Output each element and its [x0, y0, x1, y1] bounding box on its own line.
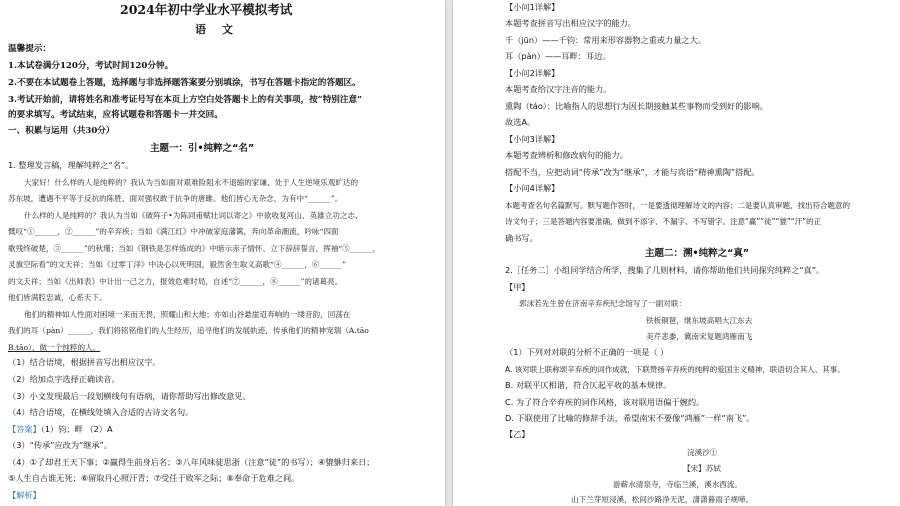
section-1-heading: 一、积累与运用（共30分）: [8, 126, 115, 136]
option-a: A. 该对联上联称颂辛弃疾的词作成就，下联赞扬辛弃疾的纯粹的爱国主义精神，联语切合其人、其事。: [505, 365, 845, 374]
detail-line: 本题考查给汉字注音的能力。: [505, 84, 612, 94]
subject-title: 语 文: [195, 23, 239, 36]
theme-1-heading: 主题一：引•纯粹之“名”: [150, 143, 255, 154]
detail-line: 【小问2详解】: [505, 68, 560, 78]
detail-line: 诗文句子；三是答题内容要准确，做到不添字、不漏字、不写错字。注意“赢”“徒”“貔”“汗”的正: [505, 217, 822, 226]
poem-preface: 游蕲水清泉寺，寺临兰溪，溪水西流。: [613, 480, 743, 489]
passage-line: 大家好！什么样的人是纯粹的？我认为当如面对艰难险阻永不退缩的家谦、处于人生逆境乐观旷达的: [24, 178, 359, 187]
notice-2: 2.不要在本试题卷上答题，选择题与非选择题答案要分别填涂，书写在答题卡指定的答题区。: [8, 78, 361, 88]
option-b: B. 对联平仄相谐，符合仄起平收的基本规律。: [505, 380, 672, 390]
notice-4: 的要求填写。考试结束，应将试题卷和答题卡一并交回。: [8, 110, 223, 120]
option-c: C. 为了符合辛弃疾的词作风格，该对联用语偏于婉约。: [505, 397, 705, 407]
detail-line: 【小问1详解】: [505, 2, 560, 12]
question-2-1: （1）下列对对联的分析不正确的一项是（ ）: [505, 347, 669, 357]
notice-3: 3.考试开始前，请将姓名和准考证号写在本页上方空白处答题卡上的有关事项，按“特别注意”: [8, 95, 363, 105]
detail-line: 确书写。: [505, 233, 538, 243]
answer-4a: （4）①了却君王天下事；②赢得生前身后名；③八年风味徒思浙（注意“徒”的书写）；④貔貅归来日；: [8, 457, 375, 467]
couplet-line-1: 铁板铜琶，继东坡高唱大江东去: [646, 316, 753, 325]
detail-line: 本题考查名句名篇默写。默写题作答时，一是要透彻理解诗文的内容；二是要认真审题，找出符合题意的: [505, 201, 850, 210]
passage-line: 歌残终破楚，③______”的秋瑾；当如《钢铁是怎样炼成的》中暗示赤子情怀、立下辞辞誓言，挥袖“⑤______，: [8, 244, 381, 253]
question-1: 1. 整理发言稿，理解纯粹之“名”。: [8, 160, 134, 170]
sub-question-4: （4）结合语境，在横线处填入合适的古诗文名句。: [8, 407, 194, 417]
theme-2-heading: 主题二：溯•纯粹之“真”: [645, 248, 750, 259]
detail-line: 本题考查拼音写出相应汉字的能力。: [505, 18, 637, 28]
passage-line: 什么样的人是纯粹的？我认为当如《破阵子•为陈同甫赋壮词以寄之》中欲收复河山、英雄立功之志、: [24, 211, 363, 220]
passage-line: 他们的精神如人性面对困境一来而无畏，照耀山和大地；亦如山谷悬崖迢奔响的一缕音韵，回荡在: [24, 310, 351, 319]
passage-line: 我们的耳（pàn）______，我们将铭铭他们的人生经历，追寻他们的发展轨迹，传承他们的精神宠瑞（A.tāo: [8, 326, 369, 335]
detail-line: 熏陶（táo）：比喻指人的思想行为因长期接触某些事物而受到好的影响。: [505, 101, 768, 111]
passage-line: 他们皆满腔忠诚，心系天下。: [8, 293, 107, 302]
detail-line: 故选A。: [505, 117, 536, 127]
detail-line: 【小问4详解】: [505, 183, 560, 193]
answer-1: （1）钧；畔 （2）A: [40, 424, 113, 434]
passage-line: B.tāo），做一个纯粹的人。: [8, 343, 101, 352]
answer-tag: 【答案】: [8, 424, 41, 434]
poem-author: 【宋】苏轼: [683, 464, 721, 473]
passage-line: 灵旗空际看”的文天祥；当如《过零丁洋》中决心以死明国，毅然舍生取义高歌“④______，⑥______”: [8, 260, 347, 269]
jia-intro: 郭沫若先生曾在济南辛弃疾纪念馆写了一副对联：: [519, 299, 687, 308]
detail-line: 搭配不当，应把动词“传承”改为“继承”，才能与宾语“精神熏陶”搭配。: [505, 167, 760, 177]
sub-question-2: （2）给加点字选择正确读音。: [8, 374, 120, 384]
poem-title: 浣溪沙①: [687, 448, 718, 457]
option-d: D. 下联使用了比喻的修辞手法，希望南宋不要像“鸿雁”一样“南飞”。: [505, 413, 755, 423]
poem-line: 山下兰芽短浸溪，松间沙路净无泥，潇潇暮雨子规啼。: [571, 495, 754, 504]
answer-4b: ⑤人生自古谁无死；⑥留取丹心照汗青；⑦受任于败军之际；⑧奉命于危难之间。: [8, 473, 300, 483]
question-2: 2.［任务二］小组同学结合所学，搜集了几则材料，请你帮助他们共同探究纯粹之“真”。: [505, 265, 825, 275]
detail-line: 耳（pàn）——耳畔：耳边。: [505, 51, 611, 61]
notice-1: 1.本试卷满分120分，考试时间120分钟。: [8, 61, 174, 71]
right-page[interactable]: [453, 0, 900, 506]
sub-question-3: （3）小文发现最后一段划横线句有语病，请你帮助写出修改意见。: [8, 391, 251, 401]
notice-head: 温馨提示：: [8, 44, 51, 54]
analysis-tag: 【解析】: [8, 490, 41, 500]
detail-line: 千（jūn）——千钧：常用来形容器物之重或力量之大。: [505, 35, 706, 45]
passage-line: 的文天祥；当如《出师表》中计出一己之力，报效危难时局，自述“⑦______，⑧______”的诸葛亮。: [8, 277, 343, 286]
left-page[interactable]: [0, 0, 445, 506]
material-yi-tag: 【乙】: [505, 429, 530, 439]
exam-title: 2024年初中学业水平模拟考试: [120, 2, 293, 17]
passage-line: 苏东坡，遭遇不平等于反抗的陈胜、面对强权敢于抗争的唐雎。他们皆心无杂念，为有中“______”。: [8, 194, 343, 203]
sub-question-1: （1）结合语境，根据拼音写出相应汉字。: [8, 357, 161, 367]
answer-3: （3）“传承”应改为“继承”。: [8, 440, 113, 450]
detail-line: 【小问3详解】: [505, 134, 560, 144]
detail-line: 本题考查辨析和修改病句的能力。: [505, 150, 628, 160]
answer-row: [8, 424, 113, 435]
passage-line: 慨叹“①______，②______”的辛弃疾；当如《满江红》中冲破家庭藩篱，奔向革命潮流，吟咏“四面: [8, 227, 339, 236]
couplet-line-2: 美芹悲黍，冀南宋复题鸿雁南飞: [646, 332, 753, 341]
material-jia-tag: 【甲】: [505, 282, 530, 292]
